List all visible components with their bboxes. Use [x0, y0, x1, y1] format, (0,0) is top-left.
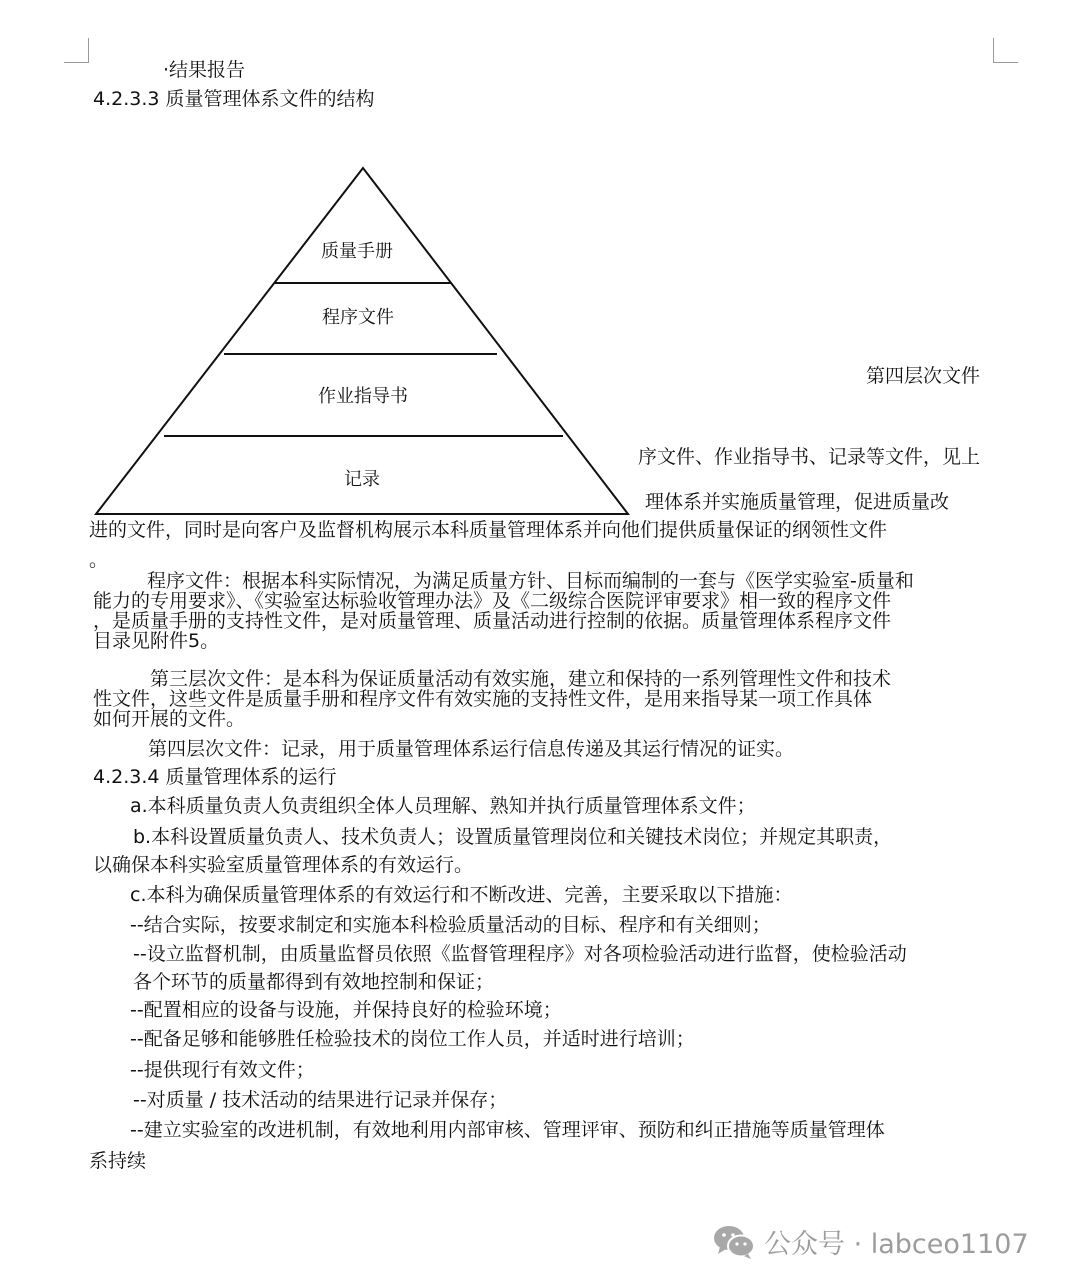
para-fourth-level: 第四层次文件：记录，用于质量管理体系运行信息传递及其运行情况的证实。 [148, 738, 795, 760]
heading-result-report: ·结果报告 [163, 59, 246, 81]
para-procedure-line-4: 目录见附件5。 [93, 630, 220, 652]
list-item-b-line-1: b.本科设置质量负责人、技术负责人；设置质量管理岗位和关键技术岗位；并规定其职责， [133, 826, 893, 848]
list-item-b-line-2: 以确保本科实验室质量管理体系的有效运行。 [93, 854, 474, 876]
watermark-text: 公众号 · labceo1107 [764, 1229, 1029, 1260]
para-procedure-line-3: ，是质量手册的支持性文件，是对质量管理、质量活动进行控制的依据。质量管理体系程序文件 [93, 610, 892, 632]
para-procedure-line-2: 能力的专用要求》、《实验室达标验收管理办法》及《二级综合医院评审要求》相一致的程序文件 [93, 590, 892, 612]
pyramid-level-quality-manual: 质量手册 [321, 241, 393, 262]
pyramid-level-records: 记录 [344, 469, 380, 490]
measure-item: --建立实验室的改进机制，有效地利用内部审核、管理评审、预防和纠正措施等质量管理体 [130, 1119, 885, 1141]
measure-item: --对质量 / 技术活动的结果进行记录并保存； [133, 1089, 508, 1111]
watermark [712, 1222, 1029, 1261]
para-manual-line-2: 。 [89, 549, 109, 571]
measure-item: 各个环节的质量都得到有效地控制和保证； [133, 971, 495, 993]
measure-item: --设立监督机制，由质量监督员依照《监督管理程序》对各项检验活动进行监督，使检验活动 [133, 943, 907, 965]
para-third-level-line-1: 第三层次文件：是本科为保证质量活动有效实施，建立和保持的一系列管理性文件和技术 [150, 668, 892, 690]
section-heading-4234: 4.2.3.4 质量管理体系的运行 [93, 766, 337, 788]
measure-item: --配置相应的设备与设施，并保持良好的检验环境； [130, 999, 562, 1021]
pyramid-outline [96, 168, 628, 514]
para-manual-line-1: 进的文件，同时是向客户及监督机构展示本科质量管理体系并向他们提供质量保证的纲领性文件 [89, 519, 888, 541]
pyramid-level-procedure-docs: 程序文件 [322, 307, 394, 328]
list-item-c: c.本科为确保质量管理体系的有效运行和不断改进、完善，主要采取以下措施： [130, 884, 793, 906]
para-procedure-line-1: 程序文件：根据本科实际情况，为满足质量方针、目标而编制的一套与《医学实验室-质量和 [147, 570, 914, 592]
para-third-level-line-2: 性文件，这些文件是质量手册和程序文件有效实施的支持性文件，是用来指导某一项工作具体 [93, 688, 873, 710]
measure-item: --结合实际，按要求制定和实施本科检验质量活动的目标、程序和有关细则； [130, 914, 771, 936]
measure-item: --配备足够和能够胜任检验技术的岗位工作人员，并适时进行培训； [130, 1028, 695, 1050]
side-text-procedure-ref: 序文件、作业指导书、记录等文件，见上 [638, 446, 981, 468]
measure-item: --提供现行有效文件； [130, 1059, 315, 1081]
measure-item: 系持续 [89, 1150, 147, 1172]
pyramid-level-work-instructions: 作业指导书 [318, 386, 408, 407]
list-item-a: a.本科质量负责人负责组织全体人员理解、熟知并执行质量管理体系文件； [130, 795, 756, 817]
section-heading-4233: 4.2.3.3 质量管理体系文件的结构 [93, 88, 375, 110]
side-text-quality-improve: 理体系并实施质量管理，促进质量改 [645, 491, 950, 513]
side-text-fourth-level: 第四层次文件 [866, 365, 981, 387]
para-third-level-line-3: 如何开展的文件。 [93, 708, 246, 730]
wechat-icon [712, 1223, 756, 1261]
